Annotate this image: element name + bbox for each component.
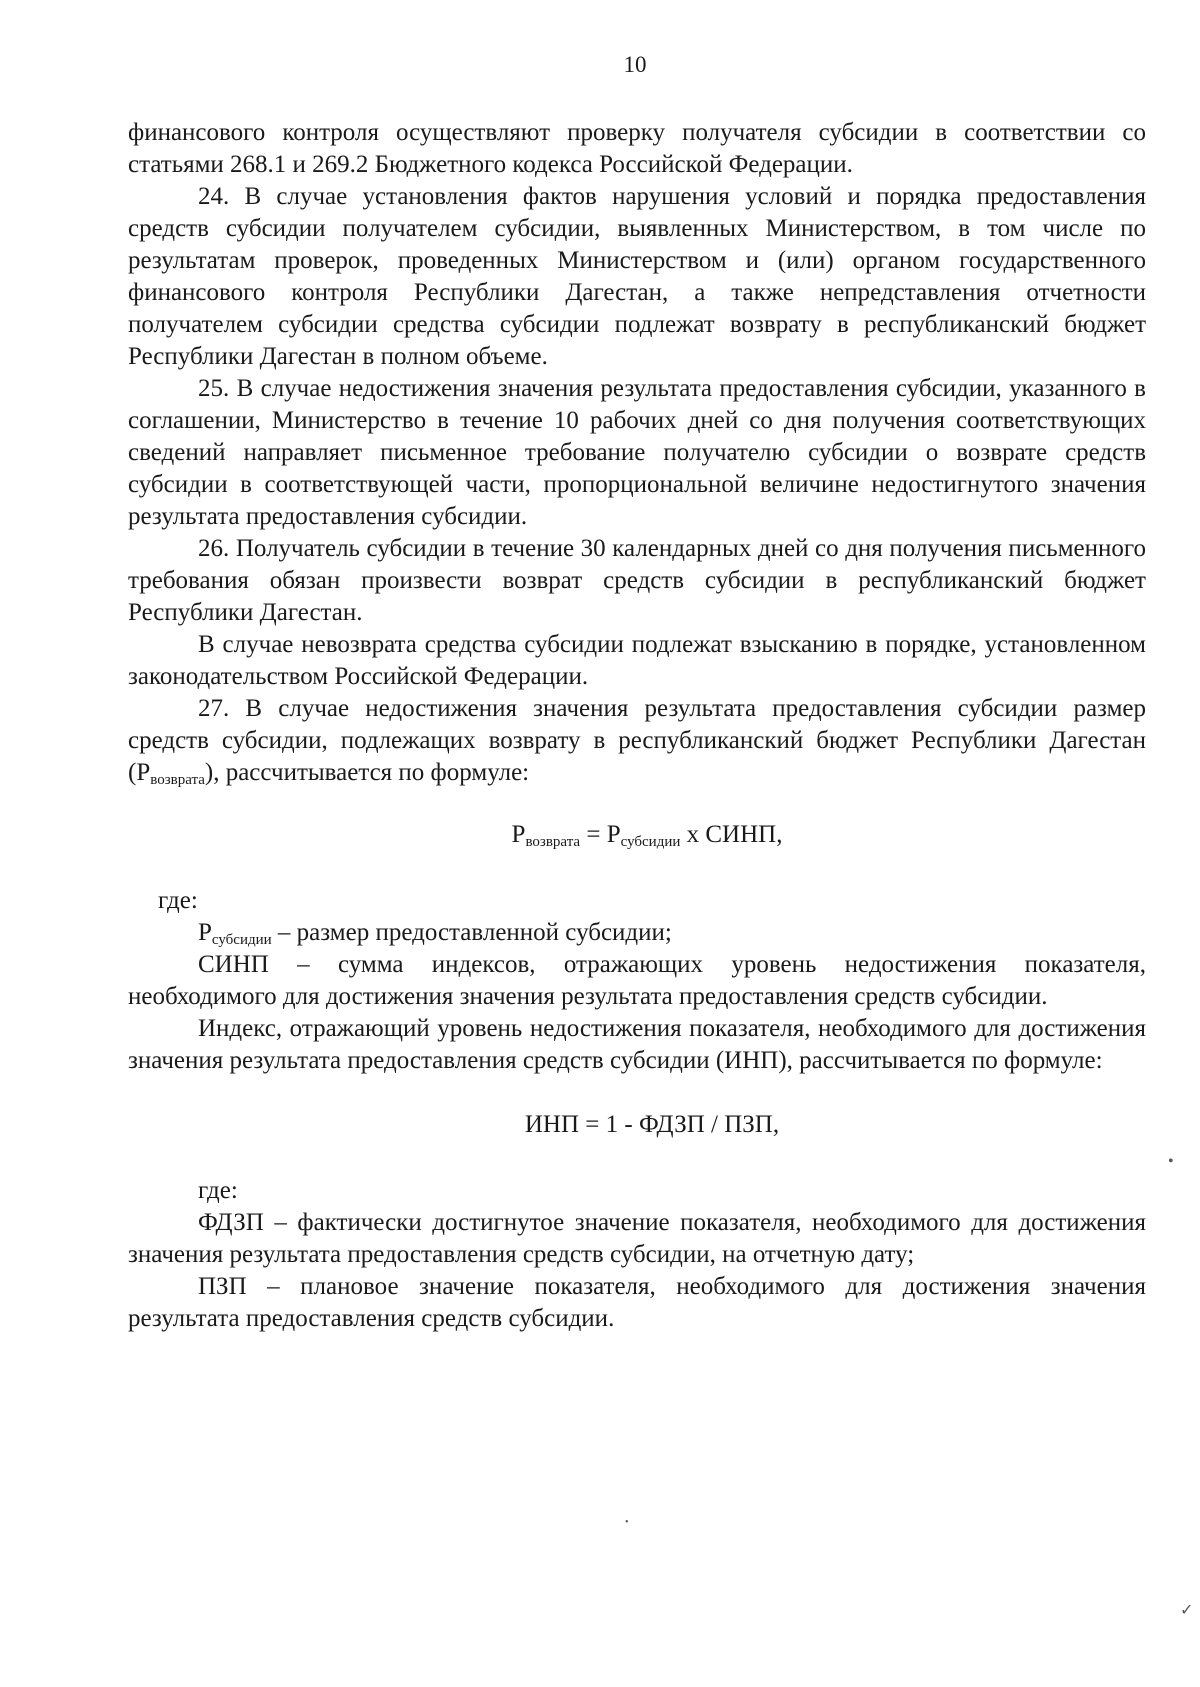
formula-equals: = [580,821,607,848]
definition-sinp: СИНП – сумма индексов, отражающих уровень недостижения показателя, необходимого для достижения значения результата предоставления средств субсидии. [128,951,1146,1010]
formula-return-lhs: $Р_{возврата}$ [511,821,581,850]
return-variable: $Р_{возврата}$ [136,759,205,788]
definition-subsidy-amount: $Р_{субсидии}$ – размер предоставленной субсидии; [198,919,672,948]
paragraph-27-text: 27. В случае недостижения значения результата предоставления субсидии размер средств субсидии, подлежащих возврату в республиканский бюджет Республики Дагестан ( [128,695,1146,786]
scan-artifact-mark: ✓ [1180,1602,1194,1619]
paragraph-continuation: финансового контроля осуществляют проверку получателя субсидии в соответствии со статьями 268.1 и 269.2 Бюджетного кодекса Российской Федерации. [128,119,1146,178]
where-label-1: где: [158,887,198,914]
definition-pzp: ПЗП – плановое значение показателя, необходимого для достижения значения результата предоставления средств субсидии. [128,1273,1146,1332]
paragraph-25: 25. В случае недостижения значения результата предоставления субсидии, указанного в соглашении, Министерство в течение 10 рабочих дней со дня получения соответствующих сведений направляет письменное требование получателю субсидии о возврате средств субсидии в соответствующей части, пропорциональной величине недостигнутого значения результата предоставления субсидии. [128,375,1146,530]
formula-return-amount [128,819,1146,851]
paragraph-26: 26. Получатель субсидии в течение 30 календарных дней со дня получения письменного требования обязан произвести возврат средств субсидии в республиканский бюджет Республики Дагестан. [128,535,1146,626]
scan-artifact-mark: • [1168,1153,1174,1170]
scan-artifact-dot: • [625,1517,629,1528]
paragraph-24: 24. В случае установления фактов нарушения условий и порядка предоставления средств субсидии получателем субсидии, выявленных Министерством, в том числе по результатам проверок, проведенных Министерством и (или) органом государственного финансового контроля Республики Дагестан, а также непредставления отчетности получателем субсидии средства субсидии подлежат возврату в республиканский бюджет Республики Дагестан в полном объеме. [128,183,1146,370]
formula-inp: ИНП = 1 - ФДЗП / ПЗП, [524,1111,780,1138]
paragraph-27-tail: ), рассчитывается по формуле: [204,759,530,786]
formula-sinp-term: х СИНП, [680,821,783,848]
paragraph-26-recovery: В случае невозврата средства субсидии подлежат взысканию в порядке, установленном законодательством Российской Федерации. [128,631,1146,690]
definition-fdzp: ФДЗП – фактически достигнутое значение показателя, необходимого для достижения значения результата предоставления средств субсидии, на отчетную дату; [128,1209,1146,1268]
paragraph-27 [128,693,1146,789]
where-label-2: где: [198,1177,238,1204]
paragraph-index-inp: Индекс, отражающий уровень недостижения показателя, необходимого для достижения значения результата предоставления средств субсидии (ИНП), рассчитывается по формуле: [128,1015,1146,1074]
page-number: 10 [623,52,647,77]
formula-subsidy-term: $Р_{субсидии}$ [606,821,681,850]
document-body [128,117,1146,1335]
